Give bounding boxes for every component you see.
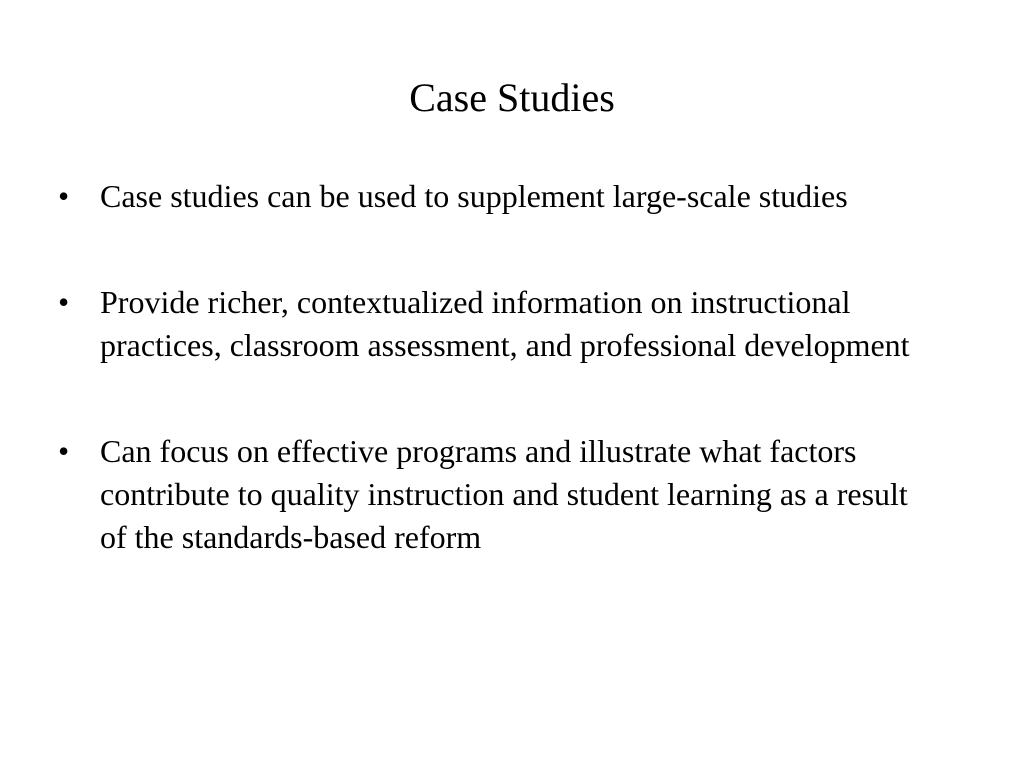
bullet-text: Can focus on effective programs and illustrate what factors contribute to quality instruction and student learning as a result of the standards-based reform: [100, 433, 908, 555]
bullet-point-icon: •: [58, 178, 70, 214]
bullet-text: Provide richer, contextualized information on instructional practices, classroom assessment, and professional development: [100, 284, 910, 363]
bullet-point-icon: •: [58, 284, 70, 320]
bullet-point-icon: •: [58, 433, 70, 469]
bullet-item: [58, 281, 938, 367]
bullet-item: [58, 175, 938, 218]
bullet-item: [58, 430, 938, 559]
slide-title: Case Studies: [409, 75, 615, 120]
bullet-list: [58, 175, 938, 559]
bullet-text: Case studies can be used to supplement large-scale studies: [100, 178, 848, 214]
